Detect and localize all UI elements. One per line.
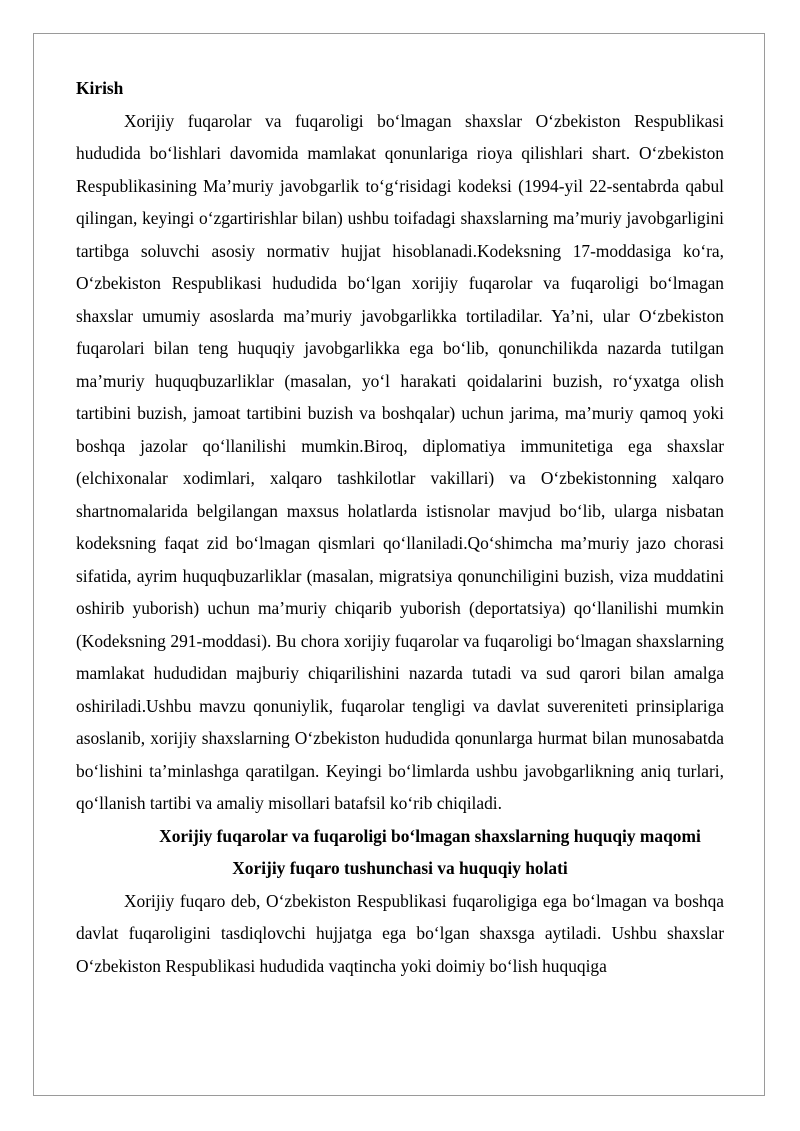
section-heading: Xorijiy fuqarolar va fuqaroligi bo‘lmagan shaxslarning huquqiy maqomi: [159, 825, 701, 846]
document-body: [76, 72, 724, 982]
body-paragraph: Xorijiy fuqaro deb, O‘zbekiston Respublikasi fuqaroligiga ega bo‘lmagan va boshqa davlat fuqaroligini tasdiqlovchi hujjatga ega bo‘lgan shaxsga aytiladi. Ushbu shaxslar O‘zbekiston Respublikasi hududida vaqtincha yoki doimiy bo‘lish huquqiga: [76, 890, 724, 976]
subsection-heading: Xorijiy fuqaro tushunchasi va huquqiy holati: [232, 858, 568, 878]
intro-paragraph: Xorijiy fuqarolar va fuqaroligi bo‘lmagan shaxslar O‘zbekiston Respublikasi hududida bo‘lishlari davomida mamlakat qonunlariga rioya qilishlari shart. O‘zbekiston Respublikasining Ma’muriy javobgarlik to‘g‘risidagi kodeksi (1994-yil 22-sentabrda qabul qilingan, keyingi o‘zgartirishlar bilan) ushbu toifadagi shaxslarning ma’muriy javobgarligini tartibga soluvchi asosiy normativ hujjat hisoblanadi.Kodeksning 17-moddasiga ko‘ra, O‘zbekiston Respublikasi hududida bo‘lgan xorijiy fuqarolar va fuqaroligi bo‘lmagan shaxslar umumiy asoslarda ma’muriy javobgarlikka tortiladilar. Ya’ni, ular O‘zbekiston fuqarolari bilan teng huquqiy javobgarlikka ega bo‘lib, qonunchilikda nazarda tutilgan ma’muriy huquqbuzarliklar (masalan, yo‘l harakati qoidalarini buzish, ro‘yxatga olish tartibini buzish, jamoat tartibini buzish va boshqalar) uchun jarima, ma’muriy qamoq yoki boshqa jazolar qo‘llanilishi mumkin.Biroq, diplomatiya immunitetiga ega shaxslar (elchixonalar xodimlari, xalqaro tashkilotlar vakillari) va O‘zbekistonning xalqaro shartnomalarida belgilangan maxsus holatlarda istisnolar mavjud bo‘lib, ularga nisbatan kodeksning faqat zid bo‘lmagan qismlari qo‘llaniladi.Qo‘shimcha ma’muriy jazo chorasi sifatida, ayrim huquqbuzarliklar (masalan, migratsiya qonunchiligini buzish, viza muddatini oshirib yuborish) uchun ma’muriy chiqarib yuborish (deportatsiya) qo‘llanilishi mumkin (Kodeksning 291-moddasi). Bu chora xorijiy fuqarolar va fuqaroligi bo‘lmagan shaxslarning mamlakat hududidan majburiy chiqarilishini nazarda tutadi va sud qarori bilan amalga oshiriladi.Ushbu mavzu qonuniylik, fuqarolar tengligi va davlat suvereniteti prinsiplariga asoslanib, xorijiy shaxslarning O‘zbekiston hududida qonunlarga hurmat bilan munosabatda bo‘lishini ta’minlashga qaratilgan. Keyingi bo‘limlarda ushbu javobgarlikning aniq turlari, qo‘llanish tartibi va amaliy misollari batafsil ko‘rib chiqiladi.: [76, 110, 724, 813]
intro-heading: Kirish: [76, 78, 124, 98]
